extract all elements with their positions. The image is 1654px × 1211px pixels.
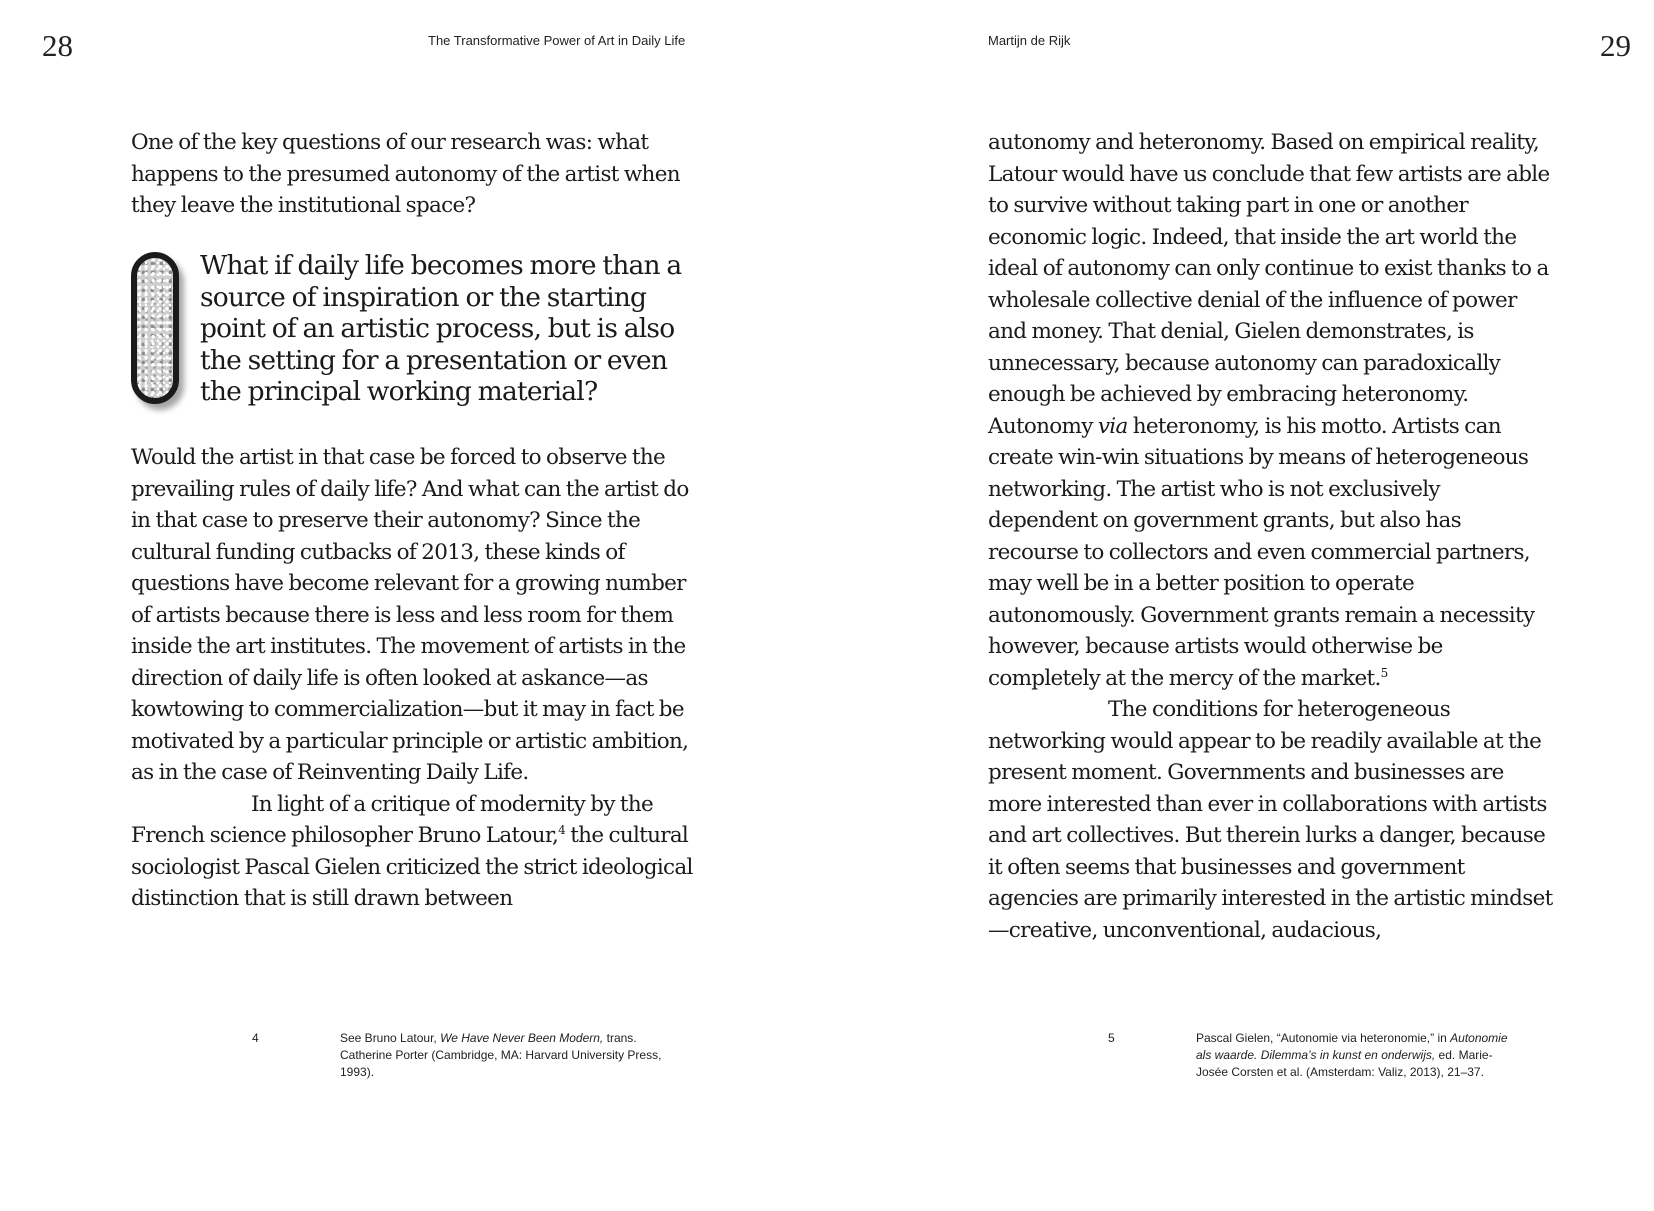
left-running-head: The Transformative Power of Art in Daily Life bbox=[428, 33, 686, 48]
right-page-number: 29 bbox=[1600, 28, 1631, 63]
right-paragraph-1-end: heteronomy, is his motto. Artists can create win-win situations by means of heterogeneous networking. The artist who is not exclusively dependent on government grants, but also has recourse to collectors and even commercial partners, may well be in a better position to operate autonomously. Government grants remain a necessity however, because artists would otherwise be completely at the mercy of the market. bbox=[988, 413, 1535, 691]
left-paragraph-1: Would the artist in that case be forced to observe the prevailing rules of daily life? And what can the artist do in that case to preserve their autonomy? Since the cultural funding cutbacks of 2013, these kinds of questions have become relevant for a growing number of artists because there is less and less room for them inside the art institutes. The movement of artists in the direction of daily life is often looked at askance—as kowtowing to commercialization—but it may in fact be motivated by a particular principle or artistic ambition, as in the case of Reinventing Daily Life. bbox=[131, 445, 689, 785]
left-paragraph-2-start: In light of a critique of modernity by the French science philosopher Bruno Latour, bbox=[131, 791, 654, 848]
left-page-number: 28 bbox=[42, 28, 73, 63]
intro-paragraph bbox=[131, 127, 696, 222]
speckled-rounded-bar-icon bbox=[131, 252, 179, 404]
right-paragraph-1 bbox=[988, 127, 1553, 694]
footnote-5-text bbox=[1196, 1030, 1521, 1081]
pull-quote: What if daily life becomes more than a source of inspiration or the starting point of an artistic process, but is also the setting for a presentation or even the principal working material? bbox=[200, 250, 682, 407]
intro-text: One of the key questions of our research was: what happens to the presumed autonomy of the artist when they leave the institutional space? bbox=[131, 130, 680, 218]
right-paragraph-1-italic: via bbox=[1097, 413, 1128, 439]
footnote-5-title: Autonomie als waarde. Dilemma’s in kunst en onderwijs, bbox=[1196, 1031, 1508, 1062]
footnote-5-lead: Pascal Gielen, “Autonomie via heteronomie,” in bbox=[1196, 1031, 1451, 1045]
footnote-ref-4[interactable]: 4 bbox=[558, 823, 566, 837]
right-paragraph-2: The conditions for heterogeneous networking would appear to be readily available at the present moment. Governments and businesses are more interested than ever in collaborations with artists and art collectives. But therein lurks a danger, because it often seems that businesses and government agencies are primarily interested in the artistic mindset—creative, unconventional, audacious, bbox=[988, 697, 1553, 943]
footnote-ref-5[interactable]: 5 bbox=[1380, 665, 1388, 680]
footnote-4-number: 4 bbox=[252, 1031, 259, 1045]
footnote-4-lead: See Bruno Latour, bbox=[340, 1031, 441, 1045]
footnote-4-text bbox=[340, 1030, 665, 1081]
footnote-4-title: We Have Never Been Modern, bbox=[440, 1031, 604, 1045]
right-running-head: Martijn de Rijk bbox=[988, 33, 1071, 48]
footnote-5-number: 5 bbox=[1108, 1031, 1115, 1045]
right-paragraph-1-start: autonomy and heteronomy. Based on empirical reality, Latour would have us conclude that few artists are able to survive without taking part in one or another economic logic. Indeed, that inside the art world the ideal of autonomy can only continue to exist thanks to a wholesale collective denial of the influence of power and money. That denial, Gielen demonstrates, is unnecessary, because autonomy can paradoxically enough be achieved by embracing heteronomy. Autonomy bbox=[988, 130, 1550, 439]
left-paragraph-2-end: the cultural sociologist Pascal Gielen criticized the strict ideological distinction that is still drawn between bbox=[131, 823, 693, 911]
right-body-text bbox=[988, 127, 1553, 946]
footnote-5-tail: ed. Marie-Josée Corsten et al. (Amsterdam: Valiz, 2013), 21–37. bbox=[1196, 1048, 1493, 1079]
left-paragraph-2 bbox=[131, 789, 696, 915]
footnote-4-tail: trans. Catherine Porter (Cambridge, MA: Harvard University Press, 1993). bbox=[340, 1031, 662, 1079]
left-body-text bbox=[131, 442, 696, 915]
